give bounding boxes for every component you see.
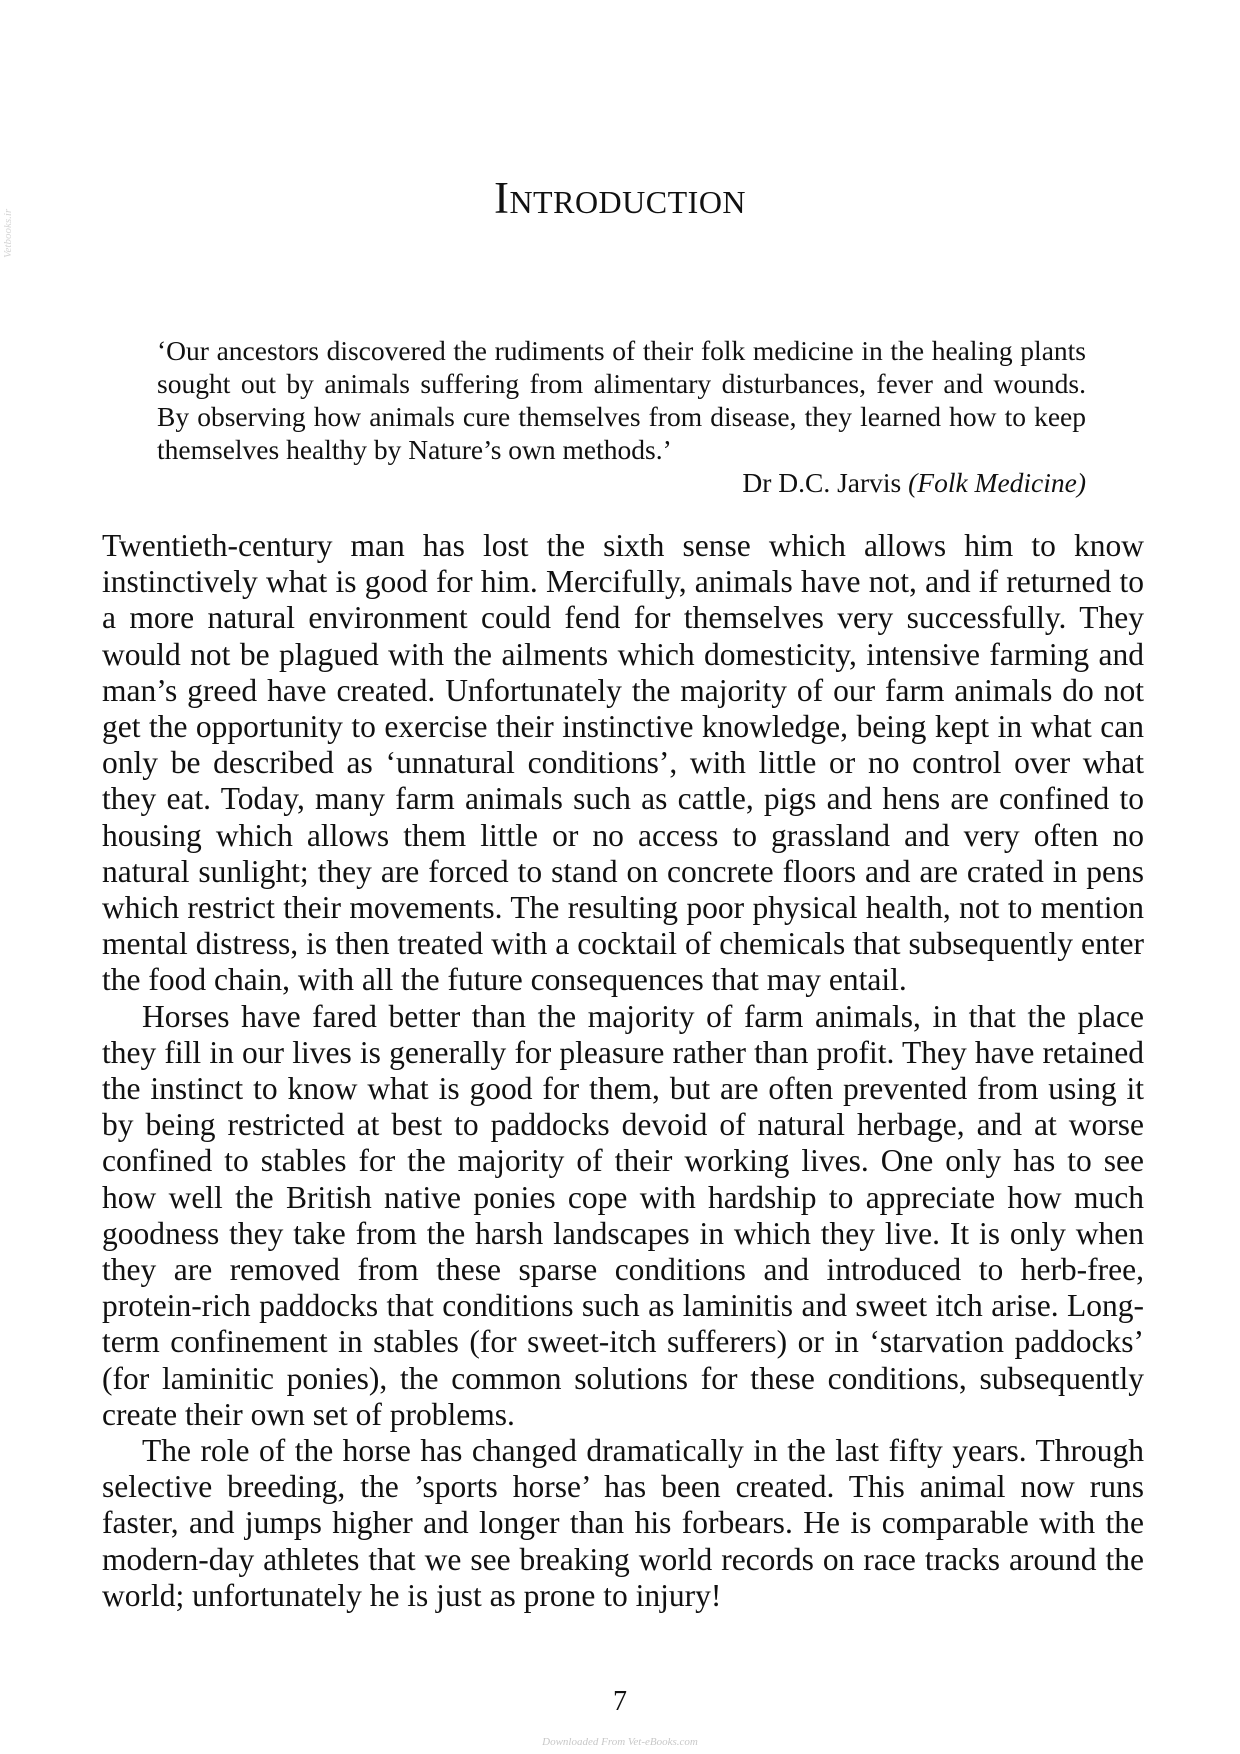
side-watermark: Vetbooks.ir [2, 208, 14, 258]
paragraph: The role of the horse has changed dramatically in the last fifty years. Through selective breeding, the ’sports horse’ has been created. This animal now runs faster, and jumps higher and longer than his forbears. He is comparable with the modern-day athletes that we see breaking world records on race tracks around the world; unfortunately he is just as prone to injury! [102, 1433, 1144, 1613]
footer-watermark: Downloaded From Vet-eBooks.com [542, 1736, 698, 1748]
epigraph-source: (Folk Medicine) [908, 467, 1086, 498]
paragraph: Horses have fared better than the majority of farm animals, in that the place they fill in our lives is generally for pleasure rather than profit. They have retained the instinct to know what is good for them, but are often prevented from using it by being restricted at best to paddocks devoid of natural herbage, and at worse confined to stables for the majority of their working lives. One only has to see how well the British native ponies cope with hardship to appreciate how much goodness they take from the harsh landscapes in which they live. It is only when they are removed from these sparse conditions and introduced to herb-free, protein-rich paddocks that conditions such as laminitis and sweet itch arise. Long-term confinement in stables (for sweet-itch sufferers) or in ‘starvation paddocks’ (for laminitic ponies), the common solutions for these conditions, subsequently create their own set of problems. [102, 998, 1144, 1432]
epigraph [157, 334, 1086, 499]
chapter-title: Introduction [493, 173, 747, 223]
body-text [102, 528, 1144, 1614]
page-number: 7 [613, 1686, 627, 1717]
paragraph: Twentieth-century man has lost the sixth sense which allows him to know instinctively what is good for him. Mercifully, animals have not, and if returned to a more natural environment could fend for themselves very successfully. They would not be plagued with the ailments which domesticity, intensive farming and man’s greed have created. Unfortunately the majority of our farm animals do not get the opportunity to exercise their instinctive knowledge, being kept in what can only be described as ‘unnatural conditions’, with little or no control over what they eat. Today, many farm animals such as cattle, pigs and hens are confined to housing which allows them little or no access to grassland and very often no natural sunlight; they are forced to stand on concrete floors and are crated in pens which restrict their movements. The resulting poor physical health, not to mention mental distress, is then treated with a cocktail of chemicals that subsequently enter the food chain, with all the future consequences that may entail. [102, 528, 1144, 998]
epigraph-attribution [157, 466, 1086, 499]
epigraph-author: Dr D.C. Jarvis [742, 467, 902, 498]
epigraph-quote: ‘Our ancestors discovered the rudiments of their folk medicine in the healing plants sought out by animals suffering from alimentary disturbances, fever and wounds. By observing how animals cure themselves from disease, they learned how to keep themselves healthy by Nature’s own methods.’ [157, 335, 1086, 465]
